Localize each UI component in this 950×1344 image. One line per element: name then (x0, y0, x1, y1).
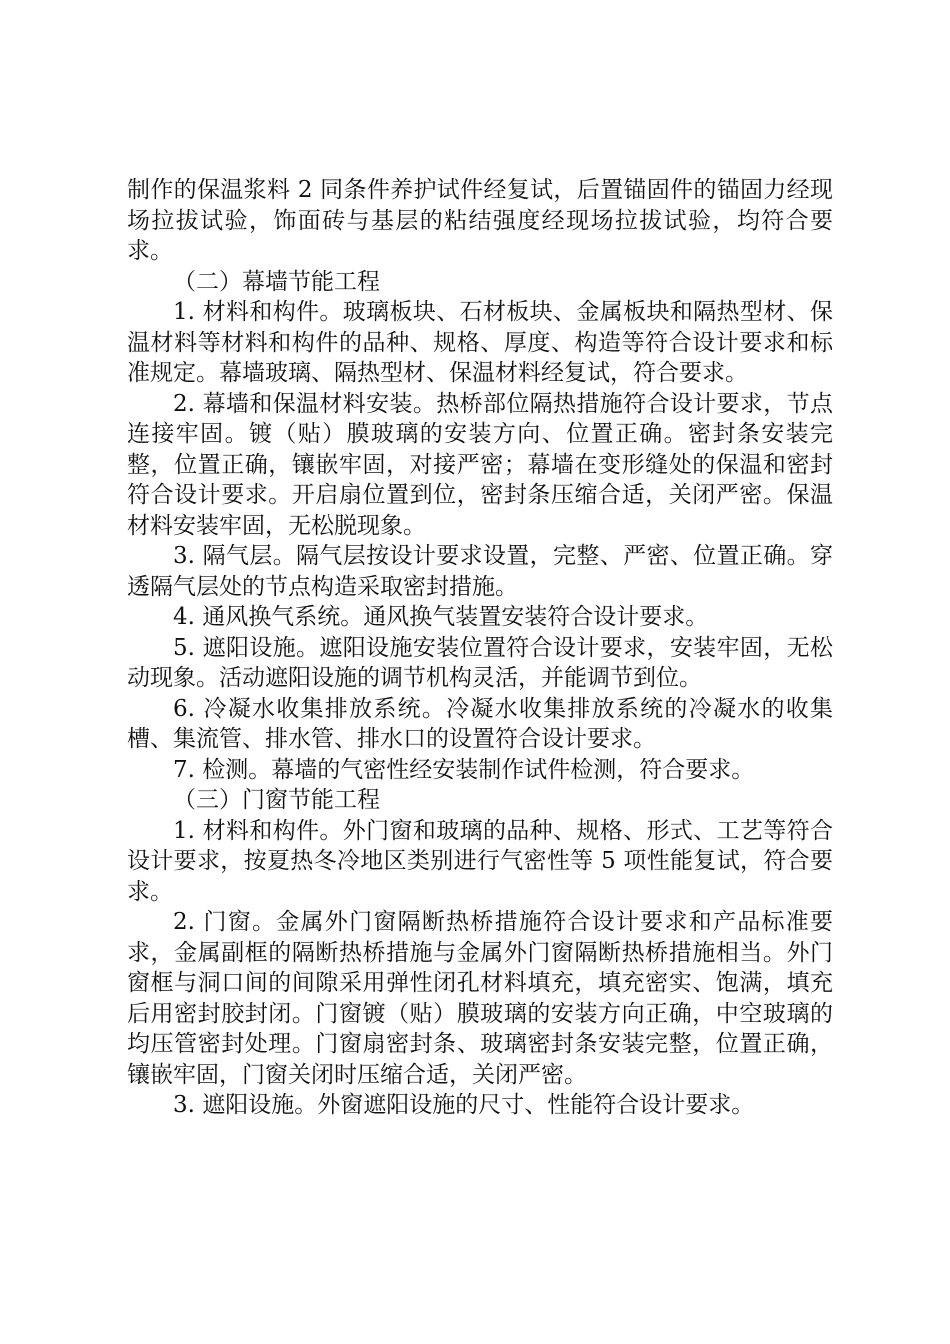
paragraph-doors-windows-item-1: 1. 材料和构件。外门窗和玻璃的品种、规格、形式、工艺等符合设计要求，按夏热冬冷地区类别进行气密性等 5 项性能复试，符合要求。 (127, 817, 833, 905)
document-body (127, 175, 833, 1121)
paragraph-doors-windows-item-3: 3. 遮阳设施。外窗遮阳设施的尺寸、性能符合设计要求。 (173, 1092, 755, 1118)
paragraph-continuation: 制作的保温浆料 2 同条件养护试件经复试，后置锚固件的锚固力经现场拉拔试验，饰面砖与基层的粘结强度经现场拉拔试验，均符合要求。 (127, 177, 833, 264)
paragraph-curtain-wall-item-6: 6. 冷凝水收集排放系统。冷凝水收集排放系统的冷凝水的收集槽、集流管、排水管、排水口的设置符合设计要求。 (127, 695, 833, 752)
paragraph-curtain-wall-item-1: 1. 材料和构件。玻璃板块、石材板块、金属板块和隔热型材、保温材料等材料和构件的品种、规格、厚度、构造等符合设计要求和标准规定。幕墙玻璃、隔热型材、保温材料经复试，符合要求。 (127, 299, 833, 386)
paragraph-curtain-wall-item-4: 4. 通风换气系统。通风换气装置安装符合设计要求。 (173, 604, 709, 630)
paragraph-curtain-wall-item-7: 7. 检测。幕墙的气密性经安装制作试件检测，符合要求。 (173, 756, 755, 783)
paragraph-curtain-wall-item-5: 5. 遮阳设施。遮阳设施安装位置符合设计要求，安装牢固，无松动现象。活动遮阳设施的调节机构灵活，并能调节到位。 (127, 634, 833, 691)
section-heading-doors-windows: （三）门窗节能工程 (173, 787, 380, 813)
paragraph-doors-windows-item-2: 2. 门窗。金属外门窗隔断热桥措施符合设计要求和产品标准要求，金属副框的隔断热桥措施与金属外门窗隔断热桥措施相当。外门窗框与洞口间的间隙采用弹性闭孔材料填充，填充密实、饱满，填充后用密封胶封闭。门窗镀（贴）膜玻璃的安装方向正确，中空玻璃的均压管密封处理。门窗扇密封条、玻璃密封条安装完整，位置正确，镶嵌牢固，门窗关闭时压缩合适，关闭严密。 (127, 909, 833, 1088)
paragraph-curtain-wall-item-2: 2. 幕墙和保温材料安装。热桥部位隔热措施符合设计要求，节点连接牢固。镀（贴）膜玻璃的安装方向、位置正确。密封条安装完整，位置正确，镶嵌牢固，对接严密；幕墙在变形缝处的保温和密封符合设计要求。开启扇位置到位，密封条压缩合适，关闭严密。保温材料安装牢固，无松脱现象。 (127, 390, 833, 539)
paragraph-curtain-wall-item-3: 3. 隔气层。隔气层按设计要求设置，完整、严密、位置正确。穿透隔气层处的节点构造采取密封措施。 (127, 543, 833, 600)
section-heading-curtain-wall: （二）幕墙节能工程 (173, 268, 380, 295)
